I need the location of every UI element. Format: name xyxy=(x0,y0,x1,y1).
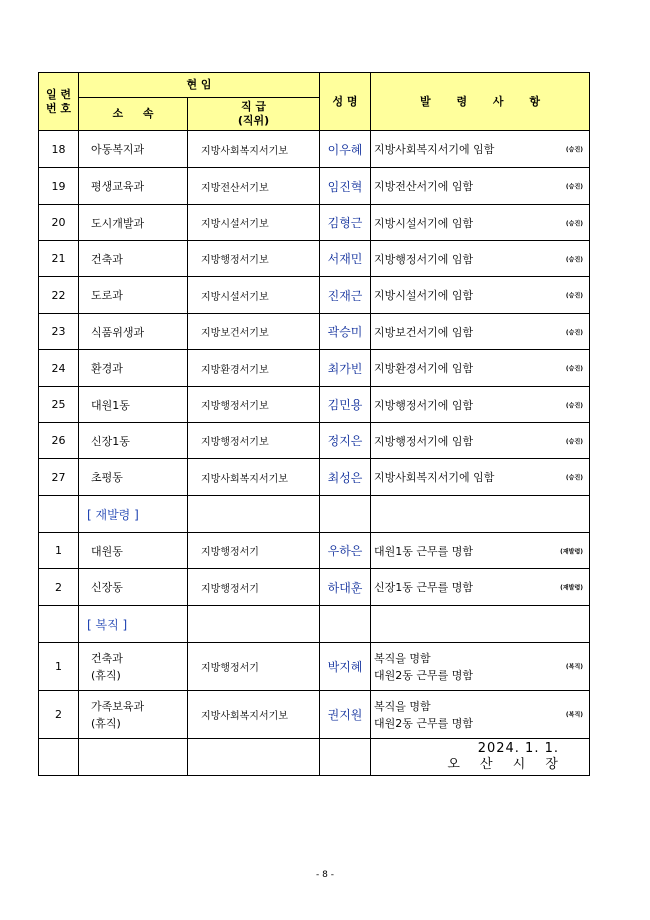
row-grade: 지방행정서기보 xyxy=(188,387,320,423)
row-dept: 식품위생과 xyxy=(79,314,188,350)
row-order-tag: (승진) xyxy=(565,256,583,263)
row-order-tag: (승진) xyxy=(565,365,583,373)
row-dept: 아동복지과 xyxy=(79,131,188,168)
row-order-tag: (승진) xyxy=(565,220,583,227)
row-order-tag: (승진) xyxy=(565,474,583,482)
row-number: 1 xyxy=(39,533,79,569)
row-order-text: 지방사회복지서기에 임함 xyxy=(374,471,495,484)
row-number: 1 xyxy=(39,643,79,691)
row-name: 최가빈 xyxy=(320,350,371,387)
table-row xyxy=(39,459,590,496)
row-name: 정지은 xyxy=(320,423,371,459)
row-grade: 지방행정서기 xyxy=(188,643,320,691)
row-order-text: 지방행정서기에 임함 xyxy=(374,434,474,448)
row-order xyxy=(371,350,590,387)
table-row xyxy=(39,423,590,459)
table-row xyxy=(39,205,590,241)
row-order xyxy=(371,569,590,606)
table-row xyxy=(39,241,590,277)
row-grade: 지방전산서기보 xyxy=(188,168,320,205)
row-order-text: 지방행정서기에 임함 xyxy=(374,398,474,412)
row-order-text: 지방행정서기에 임함 xyxy=(374,252,474,266)
row-grade: 지방사회복지서기보 xyxy=(188,459,320,496)
row-order-tag: (복직) xyxy=(565,663,583,670)
row-grade: 지방행정서기보 xyxy=(188,241,320,277)
row-order-tag: (승진) xyxy=(565,183,583,191)
row-dept: 신장동 xyxy=(79,569,188,606)
row-number: 26 xyxy=(39,423,79,459)
row-grade: 지방시설서기보 xyxy=(188,277,320,314)
row-name: 진재근 xyxy=(320,277,371,314)
row-order-text: 지방시설서기에 임함 xyxy=(374,289,474,302)
serial-header xyxy=(39,73,79,131)
row-grade: 지방환경서기보 xyxy=(188,350,320,387)
row-order-text: 지방시설서기에 임함 xyxy=(374,216,474,230)
row-order xyxy=(371,423,590,459)
table-row xyxy=(39,691,590,739)
signature-block xyxy=(371,739,590,776)
row-number: 23 xyxy=(39,314,79,350)
row-order xyxy=(371,314,590,350)
row-dept-line1: 건축과 xyxy=(91,651,123,665)
row-order xyxy=(371,277,590,314)
page-number: - 8 - xyxy=(316,870,334,880)
row-order-tag: (재발령) xyxy=(560,584,583,592)
blank-cell xyxy=(39,739,79,776)
row-number: 22 xyxy=(39,277,79,314)
row-order-tag: (재발령) xyxy=(560,548,583,555)
row-number: 19 xyxy=(39,168,79,205)
serial-header-line2: 번 호 xyxy=(45,101,72,115)
table-row xyxy=(39,277,590,314)
section-title-reissue: [ 재발령 ] xyxy=(79,496,188,533)
row-order-text: 지방환경서기에 임함 xyxy=(374,362,474,375)
blank-cell xyxy=(188,739,320,776)
row-name: 김민용 xyxy=(320,387,371,423)
header-row-1 xyxy=(39,73,590,98)
row-name: 최성은 xyxy=(320,459,371,496)
row-dept: 대원1동 xyxy=(79,387,188,423)
blank-cell xyxy=(188,606,320,643)
row-number: 25 xyxy=(39,387,79,423)
row-name: 서재민 xyxy=(320,241,371,277)
row-order xyxy=(371,205,590,241)
row-number: 21 xyxy=(39,241,79,277)
row-order-line2: 대원2동 근무를 명함 xyxy=(374,668,473,682)
table-row xyxy=(39,131,590,168)
row-grade: 지방시설서기보 xyxy=(188,205,320,241)
blank-cell xyxy=(39,606,79,643)
blank-cell xyxy=(39,496,79,533)
row-order xyxy=(371,643,590,691)
blank-cell xyxy=(320,606,371,643)
row-dept: 도시개발과 xyxy=(79,205,188,241)
row-order-text: 대원1동 근무를 명함 xyxy=(374,544,473,558)
row-name: 권지원 xyxy=(320,691,371,739)
personnel-order-table xyxy=(38,72,590,776)
blank-cell xyxy=(371,496,590,533)
row-dept: 대원동 xyxy=(79,533,188,569)
row-order-tag: (승진) xyxy=(565,329,583,336)
row-grade: 지방행정서기보 xyxy=(188,423,320,459)
row-order-text: 신장1동 근무를 명함 xyxy=(374,581,473,594)
row-number: 2 xyxy=(39,569,79,606)
row-order xyxy=(371,241,590,277)
row-order xyxy=(371,168,590,205)
row-order-tag: (승진) xyxy=(565,292,583,300)
table-row xyxy=(39,314,590,350)
section-row-reissue xyxy=(39,496,590,533)
row-order-text: 지방보건서기에 임함 xyxy=(374,325,474,339)
current-position-header: 현 임 xyxy=(79,73,320,98)
row-grade: 지방보건서기보 xyxy=(188,314,320,350)
row-dept: 평생교육과 xyxy=(79,168,188,205)
row-order-line1: 복직을 명함 xyxy=(374,699,431,713)
row-order xyxy=(371,459,590,496)
row-number: 20 xyxy=(39,205,79,241)
order-date: 2024. 1. 1. xyxy=(477,741,559,756)
row-dept-line1: 가족보육과 xyxy=(91,699,145,713)
affiliation-header: 소 속 xyxy=(79,98,188,131)
row-number: 18 xyxy=(39,131,79,168)
row-name: 곽승미 xyxy=(320,314,371,350)
footer-row xyxy=(39,739,590,776)
row-name: 박지혜 xyxy=(320,643,371,691)
row-name: 김형근 xyxy=(320,205,371,241)
row-grade: 지방행정서기 xyxy=(188,569,320,606)
row-order-tag: (복직) xyxy=(565,711,583,718)
name-header: 성 명 xyxy=(320,73,371,131)
table-row xyxy=(39,387,590,423)
row-dept: 신장1동 xyxy=(79,423,188,459)
row-order-tag: (승진) xyxy=(565,402,583,409)
row-order xyxy=(371,387,590,423)
blank-cell xyxy=(320,496,371,533)
serial-header-line1: 일 련 xyxy=(45,87,72,101)
row-name: 임진혁 xyxy=(320,168,371,205)
row-name: 우하은 xyxy=(320,533,371,569)
row-dept xyxy=(79,691,188,739)
row-order-tag: (승진) xyxy=(565,146,583,154)
table-row xyxy=(39,350,590,387)
table-row xyxy=(39,569,590,606)
blank-cell xyxy=(188,496,320,533)
order-header: 발 령 사 항 xyxy=(371,73,590,131)
row-dept: 초평동 xyxy=(79,459,188,496)
row-order xyxy=(371,533,590,569)
row-dept: 환경과 xyxy=(79,350,188,387)
row-dept: 건축과 xyxy=(79,241,188,277)
grade-header-line1: 직 급 xyxy=(240,100,267,113)
row-order-text: 지방전산서기에 임함 xyxy=(374,180,474,193)
row-order-text: 지방사회복지서기에 임함 xyxy=(374,143,495,156)
row-dept xyxy=(79,643,188,691)
row-dept-line2: (휴직) xyxy=(91,716,121,730)
row-name: 하대훈 xyxy=(320,569,371,606)
row-grade: 지방행정서기 xyxy=(188,533,320,569)
row-order xyxy=(371,131,590,168)
row-grade: 지방사회복지서기보 xyxy=(188,691,320,739)
blank-cell xyxy=(371,606,590,643)
row-dept: 도로과 xyxy=(79,277,188,314)
row-dept-line2: (휴직) xyxy=(91,668,121,682)
table-row xyxy=(39,533,590,569)
table-row xyxy=(39,643,590,691)
table-row xyxy=(39,168,590,205)
row-order xyxy=(371,691,590,739)
blank-cell xyxy=(320,739,371,776)
row-number: 24 xyxy=(39,350,79,387)
row-order-line1: 복직을 명함 xyxy=(374,651,431,665)
row-order-line2: 대원2동 근무를 명함 xyxy=(374,716,473,730)
section-row-return xyxy=(39,606,590,643)
blank-cell xyxy=(79,739,188,776)
row-grade: 지방사회복지서기보 xyxy=(188,131,320,168)
row-number: 2 xyxy=(39,691,79,739)
row-number: 27 xyxy=(39,459,79,496)
row-order-tag: (승진) xyxy=(565,438,583,445)
issuer-signature: 오 산 시 장 xyxy=(447,757,559,772)
section-title-return: [ 복직 ] xyxy=(79,606,188,643)
grade-header-line2: (직위) xyxy=(237,114,270,127)
row-name: 이우혜 xyxy=(320,131,371,168)
grade-header xyxy=(188,98,320,131)
